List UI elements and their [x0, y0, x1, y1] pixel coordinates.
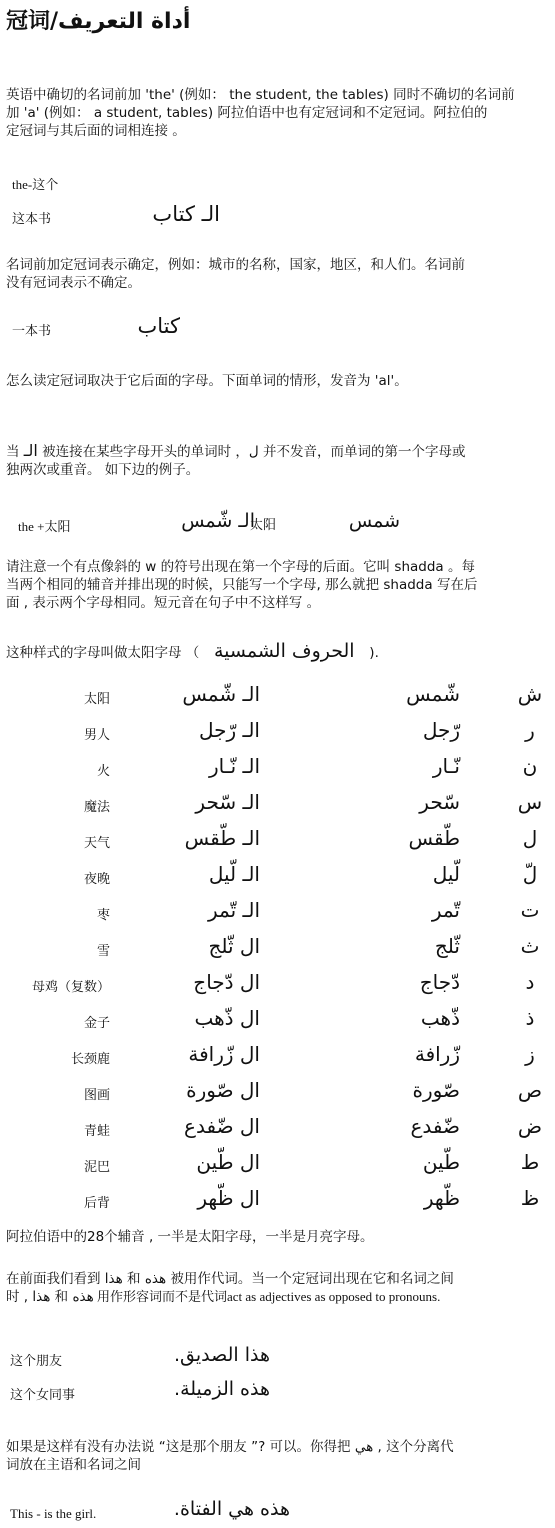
- meaning-cn: 天气: [83, 836, 110, 851]
- word-with-article: الـ نّـار: [208, 754, 260, 778]
- example-friend-ar: هذا الصديق.: [173, 1344, 270, 1366]
- demonstrative-paragraph: [6, 1270, 550, 1306]
- example-the-label: the-这个: [12, 177, 59, 192]
- hadhihi-word: هذه: [144, 1271, 167, 1287]
- meaning-cn: 母鸡（复数）: [31, 980, 110, 995]
- example-book-ar: الـ كتاب: [152, 202, 220, 226]
- hadha-word: هذا: [32, 1289, 51, 1305]
- word: ظّهر: [423, 1186, 460, 1210]
- meaning-cn: 后背: [83, 1196, 110, 1211]
- meaning-cn: 夜晚: [83, 872, 110, 887]
- word-with-article: ال ثّلج: [208, 934, 260, 958]
- pronunciation-paragraph: [6, 372, 550, 390]
- word-with-article: ال ظّهر: [197, 1186, 260, 1210]
- sun-letter-row: [0, 786, 555, 822]
- word: شّمس: [406, 682, 460, 706]
- example-friend-cn: 这个朋友: [10, 1354, 63, 1369]
- word-with-article: الـ طّقس: [184, 826, 260, 850]
- meaning-cn: 长颈鹿: [70, 1052, 110, 1067]
- example-sun-cn: 太阳: [250, 518, 277, 533]
- sun-letters-ar: الحروف الشمسية: [213, 640, 355, 662]
- text-line: 定冠词与其后面的词相连接 。: [6, 123, 186, 139]
- sun-letter: ض: [517, 1114, 543, 1138]
- example-sun-ar: شمس: [348, 510, 400, 532]
- word-with-article: ال ضّفدع: [184, 1114, 260, 1138]
- word: ضّفدع: [410, 1114, 460, 1138]
- example-book-cn: 这本书: [12, 212, 52, 227]
- word: نّـار: [432, 754, 460, 778]
- sun-letters-table: [0, 678, 555, 1218]
- consonants-paragraph: [6, 1228, 550, 1246]
- example-a-book-cn: 一本书: [12, 324, 52, 339]
- example-sun-al-ar: الـ شّمس: [181, 510, 255, 532]
- text-line: 请注意一个有点像斜的 w 的符号出现在第一个字母的后面。它叫 shadda 。每: [6, 559, 475, 575]
- al-article: الـ: [23, 441, 38, 460]
- word: تّمر: [431, 898, 460, 922]
- word-with-article: ال صّورة: [186, 1078, 260, 1102]
- text-line: 怎么读定冠词取决于它后面的字母。下面单词的情形，发音为 'al'。: [6, 373, 408, 389]
- sun-letter: ذ: [525, 1006, 535, 1030]
- meaning-cn: 火: [96, 764, 110, 779]
- page-title: [6, 4, 190, 35]
- text-line: 如果是这样有没有办法说 “这是那个朋友 ”? 可以。你得把 هي , 这个分离代: [6, 1439, 454, 1455]
- example-colleague-ar: هذه الزميلة.: [174, 1378, 270, 1400]
- text-line: 当 الـ 被连接在某些字母开头的单词时 ，ل 并不发音，而单词的第一个字母或: [6, 441, 466, 460]
- sun-letter-row: [0, 1074, 555, 1110]
- text-line: 独两次或重音。 如下边的例子。: [6, 462, 200, 478]
- meaning-cn: 雪: [96, 944, 110, 959]
- sun-letter: ط: [520, 1150, 540, 1174]
- example-sun-label: the +太阳: [18, 519, 71, 534]
- sun-letters-intro: 这种样式的字母叫做太阳字母 （ الحروف الشمسية ).: [6, 640, 379, 662]
- lam-letter: ل: [248, 444, 259, 460]
- meaning-cn: 枣: [96, 908, 110, 923]
- sun-letter: لّ: [522, 862, 538, 886]
- text-line: 没有冠词表示不确定。: [6, 275, 141, 291]
- sun-letter: ش: [517, 682, 543, 706]
- text-line: 阿拉伯语中的28个辅音 , 一半是太阳字母，一半是月亮字母。: [6, 1229, 374, 1245]
- example-girl-ar: هذه هي الفتاة.: [173, 1498, 290, 1520]
- word-with-article: الـ لّيل: [208, 862, 260, 886]
- word-with-article: الـ سّحر: [195, 790, 260, 814]
- sun-letter-row: [0, 750, 555, 786]
- text-line: 名词前加定冠词表示确定，例如：城市的名称，国家，地区，和人们。名词前: [6, 257, 465, 273]
- meaning-cn: 图画: [83, 1088, 110, 1103]
- text-line: 时 , هذا 和 هذه 用作形容词而不是代词act as adjectives as opposed to pronouns.: [6, 1289, 441, 1305]
- meaning-cn: 太阳: [83, 692, 110, 707]
- sun-letter-row: [0, 1038, 555, 1074]
- word-with-article: ال ذّهب: [194, 1006, 260, 1030]
- word: دّجاج: [419, 970, 460, 994]
- separator-paragraph: [6, 1438, 550, 1474]
- meaning-cn: 青蛙: [83, 1124, 110, 1139]
- word-with-article: الـ تّمر: [207, 898, 260, 922]
- example-girl-en: This - is the girl.: [10, 1506, 97, 1521]
- word: طّقس: [408, 826, 460, 850]
- hadha-word: هذا: [104, 1271, 123, 1287]
- word: زّرافة: [414, 1042, 460, 1066]
- sun-letter-row: [0, 822, 555, 858]
- text-line: 面 , 表示两个字母相同。短元音在句子中不这样写 。: [6, 595, 321, 611]
- example-colleague-cn: 这个女同事: [10, 1388, 76, 1403]
- definite-paragraph: [6, 256, 550, 292]
- sun-letter: د: [525, 970, 535, 994]
- sun-letter: ث: [520, 934, 540, 958]
- sun-letter-row: [0, 1002, 555, 1038]
- word: سّحر: [419, 790, 460, 814]
- sun-letter-row: [0, 1182, 555, 1218]
- word: طّين: [422, 1150, 460, 1174]
- assimilation-paragraph: [6, 442, 550, 479]
- sun-letter: ن: [522, 754, 538, 778]
- word-with-article: ال طّين: [196, 1150, 260, 1174]
- text-line: 加 'a' (例如： a student, tables) 阿拉伯语中也有定冠词和不定冠词。阿拉伯的: [6, 105, 488, 121]
- example-a-book-ar: كتاب: [137, 314, 180, 338]
- sun-letter-row: [0, 966, 555, 1002]
- word: رّجل: [422, 718, 460, 742]
- meaning-cn: 金子: [83, 1016, 110, 1031]
- sun-letter: ص: [517, 1078, 543, 1102]
- text-line: 在前面我们看到 هذا 和 هذه 被用作代词。当一个定冠词出现在它和名词之间: [6, 1271, 454, 1287]
- sun-letter-row: [0, 930, 555, 966]
- sun-letter-row: [0, 894, 555, 930]
- intro-paragraph: [6, 86, 550, 140]
- word-with-article: الـ رّجل: [198, 718, 260, 742]
- title-ar: أداة التعريف: [58, 9, 191, 34]
- word-with-article: ال زّرافة: [188, 1042, 260, 1066]
- word-with-article: الـ شّمس: [182, 682, 260, 706]
- sun-letter: ز: [525, 1042, 535, 1066]
- sun-letter: ظ: [520, 1186, 540, 1210]
- sun-letter-row: [0, 714, 555, 750]
- sun-letter-row: [0, 1146, 555, 1182]
- word: لّيل: [432, 862, 460, 886]
- hiya-word: هي: [354, 1439, 374, 1455]
- word: صّورة: [412, 1078, 460, 1102]
- sun-letter: س: [517, 790, 543, 814]
- word-with-article: ال دّجاج: [193, 970, 260, 994]
- title-zh: 冠词/: [6, 8, 59, 34]
- sun-letter-row: [0, 1110, 555, 1146]
- sun-letter-row: [0, 858, 555, 894]
- word: ثّلج: [434, 934, 460, 958]
- word: ذّهب: [420, 1006, 460, 1030]
- meaning-cn: 泥巴: [83, 1160, 110, 1175]
- text-line: 当两个相同的辅音并排出现的时候，只能写一个字母, 那么就把 shadda 写在后: [6, 577, 478, 593]
- text-line: 英语中确切的名词前加 'the' (例如： the student, the tables) 同时不确切的名词前: [6, 87, 515, 103]
- shadda-paragraph: [6, 558, 550, 612]
- sun-letter: ل: [522, 826, 538, 850]
- meaning-cn: 男人: [83, 728, 110, 743]
- text-line: 词放在主语和名词之间: [6, 1457, 141, 1473]
- sun-letter-row: [0, 678, 555, 714]
- meaning-cn: 魔法: [83, 800, 110, 815]
- sun-letter: ر: [525, 718, 535, 742]
- hadhihi-word: هذه: [72, 1289, 94, 1305]
- sun-letter: ت: [520, 898, 540, 922]
